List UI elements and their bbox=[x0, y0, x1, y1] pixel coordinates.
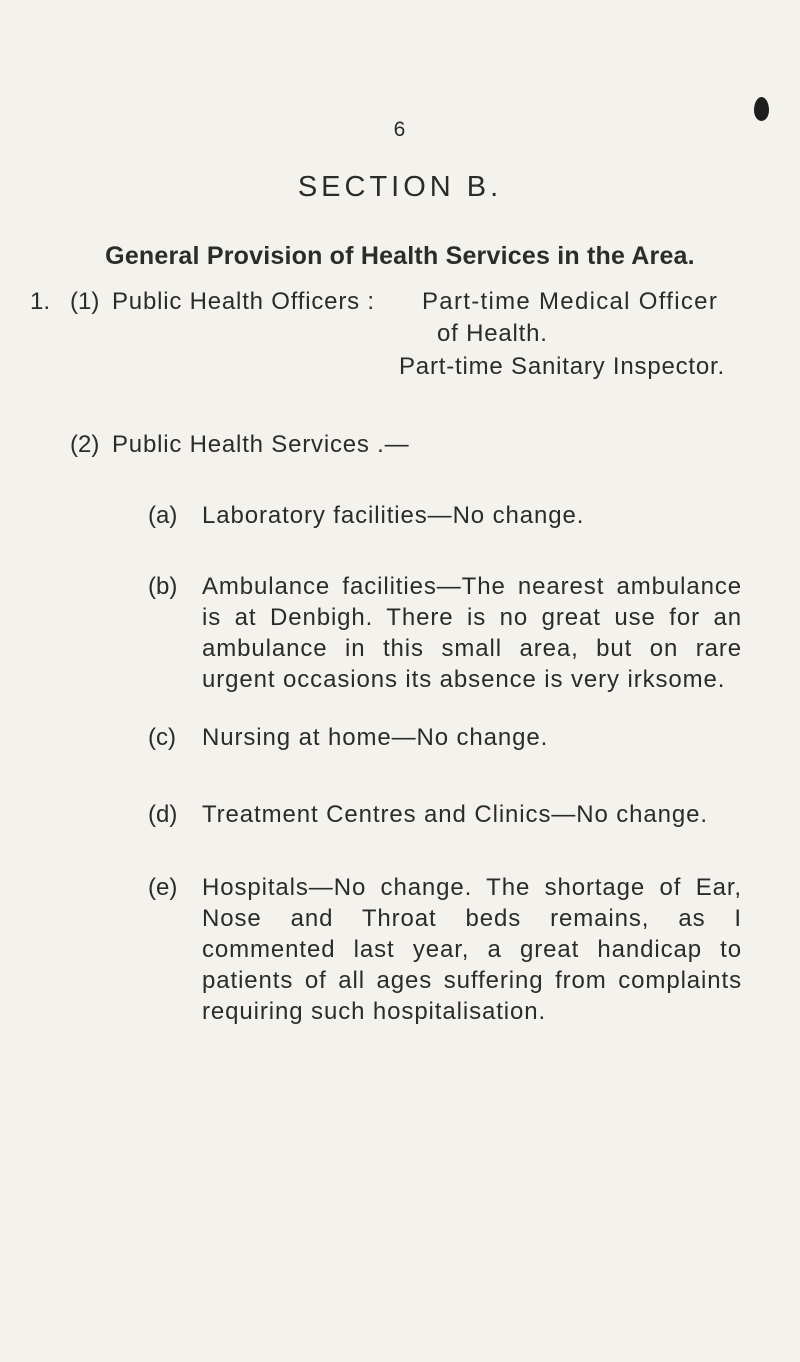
section-subtitle: General Provision of Health Services in the Area. bbox=[105, 242, 695, 270]
officer-line-1: Part-time Medical Officer bbox=[422, 288, 719, 315]
sub-item-label-1: (1) bbox=[70, 288, 100, 315]
section-title: SECTION B. bbox=[297, 171, 503, 203]
entry-text-e: Hospitals—No change. The shortage of Ear, Nose and Throat beds remains, as I commented last year, a great handicap to patients of all ages suffering from complaints requiring such hospitalisation. bbox=[202, 874, 742, 1025]
officers-heading: Public Health Officers : bbox=[112, 288, 375, 315]
services-heading: Public Health Services .— bbox=[112, 431, 410, 458]
entry-text-a: Laboratory facilities—No change. bbox=[202, 502, 585, 529]
entry-label-d: (d) bbox=[148, 801, 178, 828]
page-number: 6 bbox=[393, 118, 407, 141]
entry-label-c: (c) bbox=[148, 724, 176, 751]
sub-item-label-2: (2) bbox=[70, 431, 100, 458]
entry-text-b: Ambulance facilities—The nearest ambulance is at Denbigh. There is no great use for an ambulance in this small area, but on rare urgent occasions its absence is very irksome. bbox=[202, 573, 742, 693]
entry-label-b: (b) bbox=[148, 573, 178, 600]
officer-line-2: of Health. bbox=[437, 320, 548, 347]
item-number: 1. bbox=[30, 288, 51, 315]
officer-line-3: Part-time Sanitary Inspector. bbox=[399, 353, 725, 380]
entry-label-a: (a) bbox=[148, 502, 178, 529]
entry-text-c: Nursing at home—No change. bbox=[202, 724, 549, 751]
entry-text-d: Treatment Centres and Clinics—No change. bbox=[202, 801, 708, 828]
entry-label-e: (e) bbox=[148, 874, 178, 901]
